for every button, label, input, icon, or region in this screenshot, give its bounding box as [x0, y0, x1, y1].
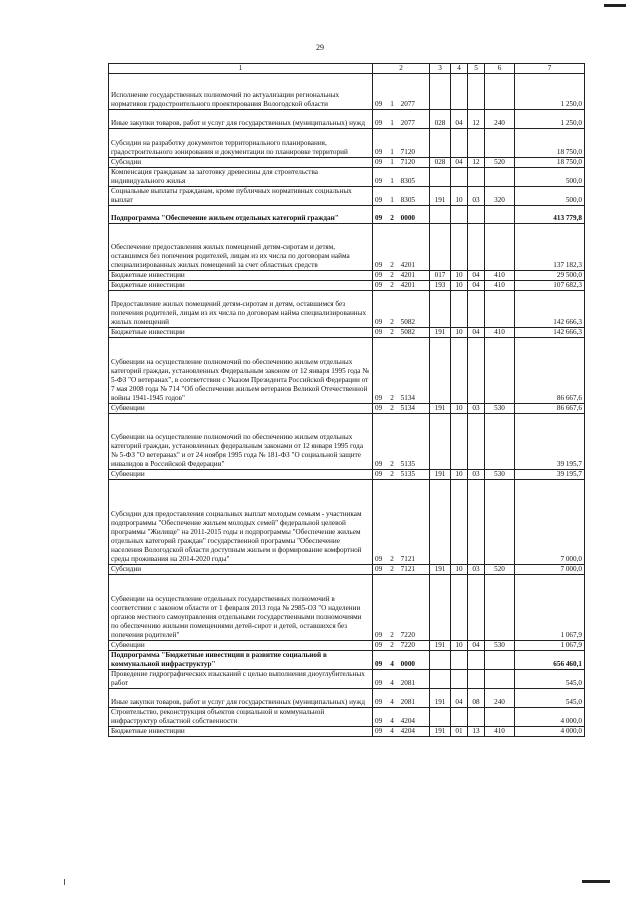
row-code-part: 09	[375, 555, 383, 563]
row-code-part: 1	[390, 177, 394, 185]
row-amount: 500,0	[515, 187, 585, 206]
row-code-part: 2077	[400, 119, 415, 127]
row-vr	[430, 74, 451, 110]
table-row	[109, 404, 585, 414]
row-pr	[468, 670, 485, 689]
row-rz	[451, 224, 468, 271]
row-rz	[451, 480, 468, 565]
row-code	[373, 689, 430, 708]
row-vr	[430, 168, 451, 187]
row-kosgu: 410	[485, 727, 515, 737]
row-kosgu	[485, 651, 515, 670]
row-code-part: 09	[375, 394, 383, 402]
row-pr: 04	[468, 281, 485, 291]
row-code	[373, 404, 430, 414]
row-code-part: 4	[390, 727, 394, 735]
row-vr	[430, 338, 451, 404]
row-name: Субвенции на осуществление отдельных государственных полномочий в соответствии с законом области от 1 февраля 2013 года № 2985-ОЗ "О наделении органов местного самоуправления отдельными государственными полномочиями по обеспечению жилыми помещениями детей-сирот и детей, оставшихся без попечения родителей"	[109, 575, 373, 641]
row-code-part: 7120	[400, 148, 415, 156]
row-code-part: 8305	[400, 177, 415, 185]
row-amount: 39 195,7	[515, 414, 585, 470]
row-vr: 191	[430, 328, 451, 338]
row-vr: 191	[430, 689, 451, 708]
table-row	[109, 158, 585, 168]
row-vr	[430, 575, 451, 641]
row-name: Субсидии	[109, 565, 373, 575]
row-name: Подпрограмма "Бюджетные инвестиции в развитие социальной в коммунальной инфраструктур"	[109, 651, 373, 670]
row-name: Подпрограмма "Обеспечение жильем отдельных категорий граждан"	[109, 206, 373, 224]
row-pr: 08	[468, 689, 485, 708]
table-row	[109, 187, 585, 206]
row-amount: 545,0	[515, 670, 585, 689]
row-pr	[468, 480, 485, 565]
row-amount: 107 682,3	[515, 281, 585, 291]
row-pr: 04	[468, 271, 485, 281]
row-rz	[451, 708, 468, 727]
table-body	[109, 74, 585, 737]
header-col-2: 2	[373, 64, 430, 74]
row-code-part: 2	[390, 281, 394, 289]
row-code-part: 09	[375, 727, 383, 735]
row-pr	[468, 129, 485, 158]
row-kosgu: 530	[485, 470, 515, 480]
row-code-part: 09	[375, 119, 383, 127]
row-vr	[430, 480, 451, 565]
row-vr	[430, 206, 451, 224]
row-code	[373, 168, 430, 187]
row-kosgu	[485, 74, 515, 110]
row-name: Иные закупки товаров, работ и услуг для государственных (муниципальных) нужд	[109, 110, 373, 129]
row-code	[373, 129, 430, 158]
row-rz: 10	[451, 404, 468, 414]
row-rz	[451, 575, 468, 641]
row-code-part: 09	[375, 261, 383, 269]
row-kosgu	[485, 168, 515, 187]
row-code-part: 4	[390, 660, 394, 668]
row-code-part: 09	[375, 196, 383, 204]
row-amount: 86 667,6	[515, 338, 585, 404]
row-rz: 10	[451, 328, 468, 338]
row-rz: 10	[451, 565, 468, 575]
row-code	[373, 187, 430, 206]
header-col-7: 7	[515, 64, 585, 74]
row-code	[373, 470, 430, 480]
row-kosgu	[485, 670, 515, 689]
row-name: Компенсация гражданам за заготовку древесины для строительства индивидуального жилья	[109, 168, 373, 187]
row-code-part: 4201	[400, 281, 415, 289]
row-pr: 13	[468, 727, 485, 737]
row-kosgu: 530	[485, 404, 515, 414]
row-code-part: 4204	[400, 727, 415, 735]
row-code-part: 2	[390, 631, 394, 639]
row-vr: 191	[430, 404, 451, 414]
row-code-part: 09	[375, 470, 383, 478]
row-name: Субсидии на разработку документов территориального планирования, градостроительного зонирования и документации по планировке территорий	[109, 129, 373, 158]
table-row	[109, 708, 585, 727]
row-code-part: 2	[390, 271, 394, 279]
row-code	[373, 338, 430, 404]
row-kosgu: 520	[485, 158, 515, 168]
row-code	[373, 281, 430, 291]
header-col-6: 6	[485, 64, 515, 74]
row-name: Бюджетные инвестиции	[109, 271, 373, 281]
row-amount: 1 067,9	[515, 575, 585, 641]
row-name: Предоставление жилых помещений детям-сиротам и детям, оставшимся без попечения родителей, лицам из их числа по договорам найма специализированных жилых помещений	[109, 291, 373, 328]
row-code-part: 1	[390, 100, 394, 108]
table-row	[109, 575, 585, 641]
table-row	[109, 74, 585, 110]
row-amount: 500,0	[515, 168, 585, 187]
table-row	[109, 470, 585, 480]
table-row	[109, 670, 585, 689]
row-rz: 04	[451, 158, 468, 168]
row-vr	[430, 224, 451, 271]
row-amount: 1 067,9	[515, 641, 585, 651]
row-name: Бюджетные инвестиции	[109, 727, 373, 737]
row-pr: 03	[468, 565, 485, 575]
row-rz	[451, 338, 468, 404]
row-code	[373, 727, 430, 737]
row-amount: 1 250,0	[515, 110, 585, 129]
row-rz: 10	[451, 271, 468, 281]
table-row	[109, 651, 585, 670]
row-name: Бюджетные инвестиции	[109, 328, 373, 338]
row-amount: 413 779,8	[515, 206, 585, 224]
row-name: Субсидии	[109, 158, 373, 168]
table-row	[109, 641, 585, 651]
row-amount: 142 666,3	[515, 291, 585, 328]
table-row	[109, 110, 585, 129]
row-code-part: 1	[390, 119, 394, 127]
row-kosgu	[485, 575, 515, 641]
row-rz	[451, 168, 468, 187]
row-pr	[468, 168, 485, 187]
row-code-part: 2	[390, 555, 394, 563]
row-name: Субсидии для предоставления социальных выплат молодым семьям - участникам подпрограммы "Обеспечение жильем молодых семей" федеральной целевой программы "Жилище" на 2011-2015 годы и подпрограммы "Обеспечение жильем отдельных категорий граждан" государственной программы "Обеспечение населения Вологодской области доступным жильем и формирование комфортной среды проживания на 2014-2020 годы"	[109, 480, 373, 565]
row-code-part: 2	[390, 460, 394, 468]
scan-bottom-tick	[64, 879, 65, 885]
row-code-part: 2077	[400, 100, 415, 108]
row-name: Субвенции	[109, 404, 373, 414]
row-code-part: 4	[390, 717, 394, 725]
scan-bottom-mark	[582, 880, 610, 883]
row-rz	[451, 414, 468, 470]
row-code-part: 09	[375, 328, 383, 336]
row-pr	[468, 575, 485, 641]
row-rz	[451, 206, 468, 224]
row-code-part: 09	[375, 158, 383, 166]
row-name: Исполнение государственных полномочий по актуализации региональных нормативов градостроительного проектирования Вологодской области	[109, 74, 373, 110]
row-code-part: 2081	[400, 679, 415, 687]
table-row	[109, 224, 585, 271]
row-code-part: 7220	[400, 631, 415, 639]
row-vr	[430, 670, 451, 689]
row-code-part: 2	[390, 565, 394, 573]
row-vr: 017	[430, 271, 451, 281]
row-code-part: 09	[375, 404, 383, 412]
row-code-part: 7121	[400, 565, 415, 573]
row-kosgu	[485, 480, 515, 565]
row-pr: 12	[468, 158, 485, 168]
row-code-part: 4	[390, 698, 394, 706]
row-code	[373, 271, 430, 281]
row-rz: 10	[451, 187, 468, 206]
row-code-part: 09	[375, 177, 383, 185]
row-code-part: 1	[390, 158, 394, 166]
row-vr	[430, 291, 451, 328]
row-code-part: 4201	[400, 271, 415, 279]
row-name: Субвенции	[109, 641, 373, 651]
table-row	[109, 480, 585, 565]
row-vr: 191	[430, 727, 451, 737]
row-vr	[430, 414, 451, 470]
row-kosgu: 520	[485, 565, 515, 575]
row-code	[373, 575, 430, 641]
row-kosgu: 530	[485, 641, 515, 651]
row-code-part: 0000	[400, 660, 415, 668]
row-kosgu	[485, 224, 515, 271]
row-code	[373, 480, 430, 565]
row-code-part: 2	[390, 404, 394, 412]
row-code-part: 2	[390, 470, 394, 478]
row-code-part: 2	[390, 641, 394, 649]
row-code-part: 2081	[400, 698, 415, 706]
row-amount: 4 000,0	[515, 727, 585, 737]
row-pr	[468, 414, 485, 470]
row-amount: 18 750,0	[515, 129, 585, 158]
row-code	[373, 670, 430, 689]
row-pr: 04	[468, 641, 485, 651]
row-name: Субвенции	[109, 470, 373, 480]
row-code	[373, 74, 430, 110]
row-code-part: 09	[375, 100, 383, 108]
table-header-row	[109, 64, 585, 74]
table-row	[109, 206, 585, 224]
row-pr: 03	[468, 404, 485, 414]
row-rz: 04	[451, 110, 468, 129]
row-pr	[468, 206, 485, 224]
row-rz	[451, 291, 468, 328]
row-vr: 028	[430, 110, 451, 129]
row-code-part: 4	[390, 679, 394, 687]
header-col-1: 1	[109, 64, 373, 74]
header-col-4: 4	[451, 64, 468, 74]
row-code-part: 1	[390, 148, 394, 156]
row-kosgu	[485, 338, 515, 404]
row-vr	[430, 708, 451, 727]
row-code-part: 8305	[400, 196, 415, 204]
table-row	[109, 291, 585, 328]
row-rz	[451, 129, 468, 158]
table-row	[109, 689, 585, 708]
row-kosgu: 410	[485, 281, 515, 291]
row-amount: 137 182,3	[515, 224, 585, 271]
row-rz: 01	[451, 727, 468, 737]
row-amount: 1 250,0	[515, 74, 585, 110]
row-code-part: 09	[375, 460, 383, 468]
row-code-part: 09	[375, 148, 383, 156]
row-code-part: 4204	[400, 717, 415, 725]
row-code	[373, 291, 430, 328]
row-amount: 7 000,0	[515, 480, 585, 565]
row-kosgu: 320	[485, 187, 515, 206]
row-vr: 191	[430, 470, 451, 480]
row-kosgu: 240	[485, 689, 515, 708]
row-code	[373, 206, 430, 224]
row-code-part: 09	[375, 641, 383, 649]
row-code-part: 09	[375, 281, 383, 289]
row-kosgu: 410	[485, 328, 515, 338]
row-code-part: 09	[375, 679, 383, 687]
row-code-part: 09	[375, 698, 383, 706]
row-amount: 18 750,0	[515, 158, 585, 168]
row-name: Строительство, реконструкция объектов социальной и коммунальной инфраструктур областной собственности	[109, 708, 373, 727]
row-code	[373, 651, 430, 670]
row-code-part: 7120	[400, 158, 415, 166]
row-code-part: 09	[375, 271, 383, 279]
row-code	[373, 224, 430, 271]
header-col-3: 3	[430, 64, 451, 74]
row-kosgu	[485, 708, 515, 727]
row-vr: 193	[430, 281, 451, 291]
row-code-part: 2	[390, 214, 394, 222]
row-code-part: 7220	[400, 641, 415, 649]
table-row	[109, 727, 585, 737]
row-name: Иные закупки товаров, работ и услуг для государственных (муниципальных) нужд	[109, 689, 373, 708]
row-code-part: 09	[375, 214, 383, 222]
row-vr: 191	[430, 187, 451, 206]
row-code-part: 5082	[400, 318, 415, 326]
table-row	[109, 129, 585, 158]
row-pr	[468, 74, 485, 110]
table-row	[109, 281, 585, 291]
row-kosgu: 410	[485, 271, 515, 281]
scan-corner-mark	[604, 4, 626, 7]
row-rz: 10	[451, 470, 468, 480]
row-code-part: 09	[375, 631, 383, 639]
row-code-part: 09	[375, 318, 383, 326]
row-kosgu	[485, 206, 515, 224]
budget-table	[108, 63, 585, 737]
row-kosgu	[485, 414, 515, 470]
row-kosgu	[485, 291, 515, 328]
row-code	[373, 158, 430, 168]
row-amount: 29 500,0	[515, 271, 585, 281]
row-rz	[451, 670, 468, 689]
row-amount: 545,0	[515, 689, 585, 708]
table-row	[109, 271, 585, 281]
row-rz	[451, 651, 468, 670]
row-pr	[468, 708, 485, 727]
row-pr	[468, 651, 485, 670]
row-name: Обеспечение предоставления жилых помещений детям-сиротам и детям, оставшимся без попечения родителей, лицам из их числа по договорам найма специализированных жилых помещений за счет областных средств	[109, 224, 373, 271]
row-amount: 4 000,0	[515, 708, 585, 727]
row-code-part: 5134	[400, 394, 415, 402]
row-code-part: 1	[390, 196, 394, 204]
row-code-part: 09	[375, 660, 383, 668]
row-pr	[468, 224, 485, 271]
row-kosgu	[485, 129, 515, 158]
table-row	[109, 565, 585, 575]
row-amount: 39 195,7	[515, 470, 585, 480]
row-code-part: 2	[390, 318, 394, 326]
row-code-part: 09	[375, 717, 383, 725]
row-code	[373, 414, 430, 470]
row-pr: 12	[468, 110, 485, 129]
table-row	[109, 338, 585, 404]
row-code-part: 7121	[400, 555, 415, 563]
row-code-part: 5135	[400, 470, 415, 478]
row-code-part: 4201	[400, 261, 415, 269]
row-amount: 142 666,3	[515, 328, 585, 338]
row-vr: 028	[430, 158, 451, 168]
row-pr	[468, 338, 485, 404]
row-rz	[451, 74, 468, 110]
row-vr	[430, 651, 451, 670]
row-code-part: 09	[375, 565, 383, 573]
table-row	[109, 168, 585, 187]
row-code-part: 2	[390, 328, 394, 336]
row-code-part: 2	[390, 394, 394, 402]
row-code	[373, 641, 430, 651]
row-pr	[468, 291, 485, 328]
row-code-part: 0000	[400, 214, 415, 222]
row-rz: 04	[451, 689, 468, 708]
page-number: 29	[316, 43, 324, 52]
row-rz: 10	[451, 281, 468, 291]
table-row	[109, 414, 585, 470]
header-col-5: 5	[468, 64, 485, 74]
row-amount: 7 000,0	[515, 565, 585, 575]
table-row	[109, 328, 585, 338]
row-code-part: 5134	[400, 404, 415, 412]
row-code	[373, 565, 430, 575]
row-rz: 10	[451, 641, 468, 651]
row-pr: 03	[468, 187, 485, 206]
row-vr	[430, 129, 451, 158]
row-name: Проведение гидрографических изысканий с целью выполнения дноуглубительных работ	[109, 670, 373, 689]
row-pr: 03	[468, 470, 485, 480]
row-code-part: 5135	[400, 460, 415, 468]
row-name: Субвенции на осуществление полномочий по обеспечению жильем отдельных категорий граждан, установленных Федеральным законом от 12 января 1995 года № 5-ФЗ "О ветеранах", в соответствии с Указом Президента Российской Федерации от 7 мая 2008 года № 714 "Об обеспечении жильем ветеранов Великой Отечественной войны 1941-1945 годов"	[109, 338, 373, 404]
row-kosgu: 240	[485, 110, 515, 129]
row-vr: 191	[430, 641, 451, 651]
row-name: Социальные выплаты гражданам, кроме публичных нормативных социальных выплат	[109, 187, 373, 206]
row-amount: 86 667,6	[515, 404, 585, 414]
row-code-part: 5082	[400, 328, 415, 336]
row-code	[373, 328, 430, 338]
row-pr: 04	[468, 328, 485, 338]
row-code	[373, 708, 430, 727]
row-vr: 191	[430, 565, 451, 575]
row-name: Субвенции на осуществление полномочий по обеспечению жильем отдельных категорий граждан, установленных федеральным законами от 12 января 1995 года № 5-ФЗ "О ветеранах" и от 24 ноября 1995 года № 181-ФЗ "О социальной защите инвалидов в Российской Федерации"	[109, 414, 373, 470]
row-name: Бюджетные инвестиции	[109, 281, 373, 291]
row-amount: 656 460,1	[515, 651, 585, 670]
row-code	[373, 110, 430, 129]
row-code-part: 2	[390, 261, 394, 269]
